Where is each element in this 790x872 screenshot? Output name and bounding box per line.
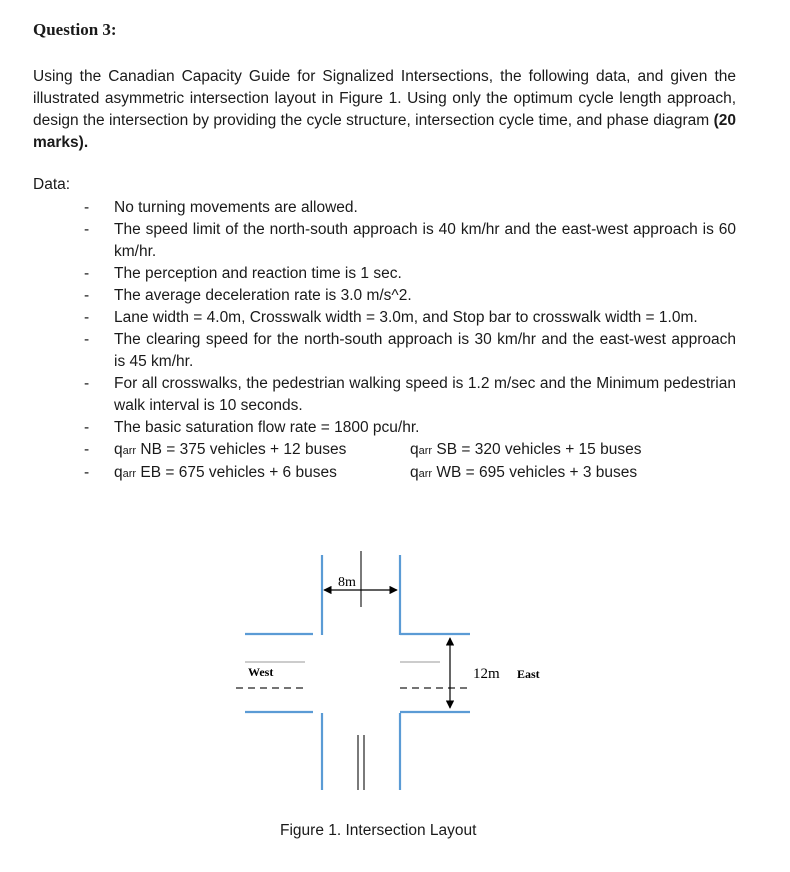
- list-item: - For all crosswalks, the pedestrian walking speed is 1.2 m/sec and the Minimum pedestrian walk interval is 10 seconds.: [84, 375, 736, 414]
- flow-sb: qarr SB = 320 vehicles + 15 buses: [410, 441, 642, 458]
- flow-eb: qarr EB = 675 vehicles + 6 buses: [114, 464, 337, 481]
- list-item: - The perception and reaction time is 1 sec.: [84, 265, 402, 282]
- dimension-label-ew: 12m: [473, 666, 500, 682]
- data-label: Data:: [33, 176, 71, 193]
- intro-text: Using the Canadian Capacity Guide for Signalized Intersections, the following data, and given the illustrated asymmetric intersection layout in Figure 1. Using only the optimum cycle length approach, design the intersection by providing the cycle structure, intersection cycle time, and phase diagram: [33, 68, 736, 129]
- list-item: - The basic saturation flow rate = 1800 pcu/hr.: [84, 419, 420, 436]
- east-label: East: [517, 667, 540, 681]
- list-item: - The average deceleration rate is 3.0 m/s^2.: [84, 287, 412, 304]
- marks-label: (20 marks).: [33, 112, 736, 151]
- list-item: - The clearing speed for the north-south approach is 30 km/hr and the east-west approach is 45 km/hr.: [84, 331, 736, 370]
- figure-caption: Figure 1. Intersection Layout: [280, 822, 477, 839]
- list-item: - No turning movements are allowed.: [84, 199, 358, 216]
- flow-row-ns: - qarr NB = 375 vehicles + 12 buses qarr SB = 320 vehicles + 15 buses: [84, 439, 736, 462]
- flow-wb: qarr WB = 695 vehicles + 3 buses: [410, 464, 638, 481]
- list-item: - The speed limit of the north-south approach is 40 km/hr and the east-west approach is 60 km/hr.: [84, 221, 736, 260]
- west-label: West: [248, 665, 274, 679]
- flow-row-ew: - qarr EB = 675 vehicles + 6 buses qarr WB = 695 vehicles + 3 buses: [84, 462, 736, 485]
- list-item: - Lane width = 4.0m, Crosswalk width = 3.0m, and Stop bar to crosswalk width = 1.0m.: [84, 309, 698, 326]
- flow-nb: qarr NB = 375 vehicles + 12 buses: [114, 441, 347, 458]
- question-title: Question 3:: [33, 20, 117, 39]
- dimension-label-ns: 8m: [338, 575, 356, 590]
